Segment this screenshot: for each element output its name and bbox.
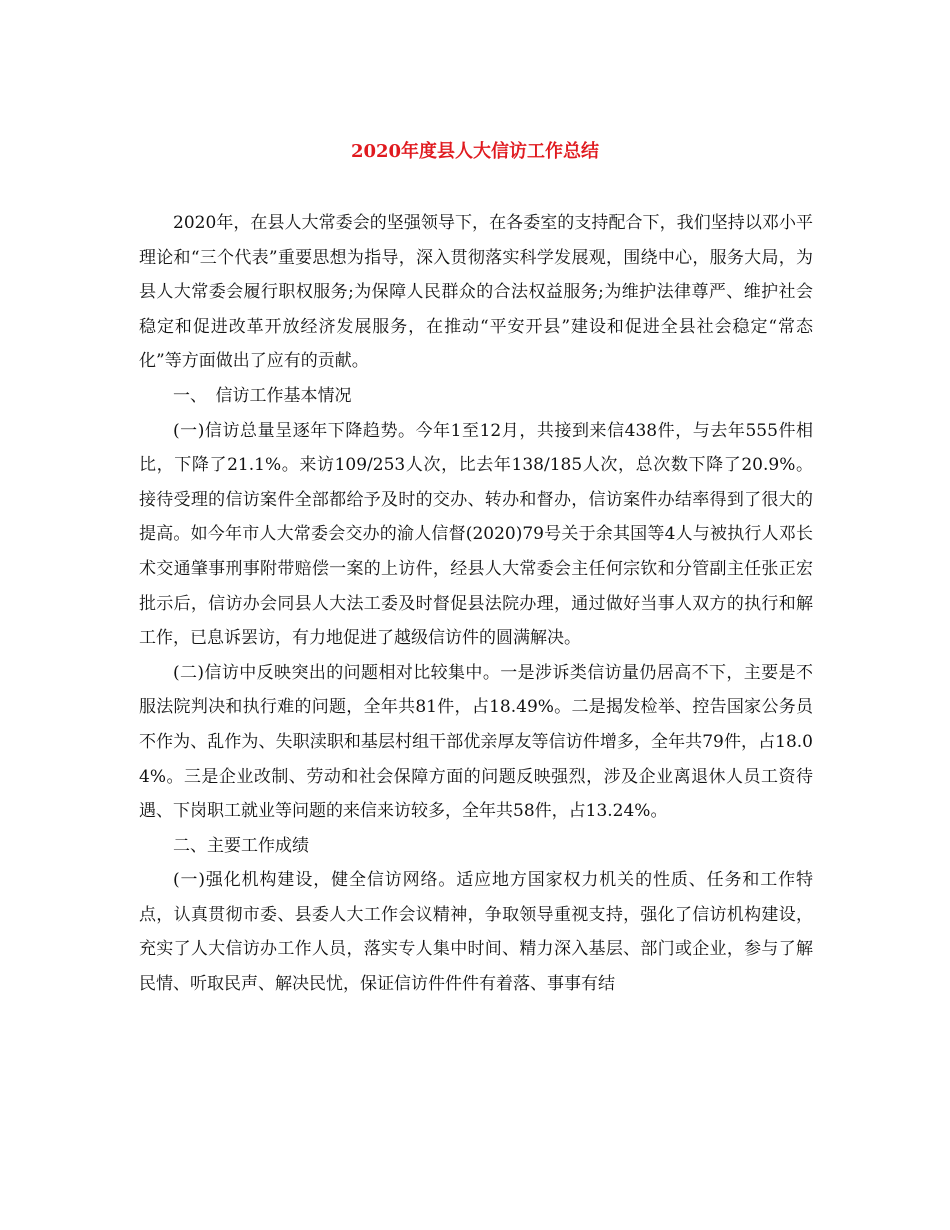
paragraph-1-1: (一)信访总量呈逐年下降趋势。今年1至12月，共接到来信438件，与去年555件相比，下降了21.1%。来访109/253人次，比去年138/185人次，总次数下降了20.9%。接待受理的信访案件全部都给予及时的交办、转办和督办，信访案件办结率得到了很大的提高。如今年市人大常委会交办的渝人信督(2020)79号关于余其国等4人与被执行人邓长术交通肇事刑事附带赔偿一案的上访件，经县人大常委会主任何宗钦和分管副主任张正宏批示后，信访办会同县人大法工委及时督促县法院办理，通过做好当事人双方的执行和解工作，已息诉罢访，有力地促进了越级信访件的圆满解决。 <box>139 420 813 649</box>
paragraph-2-1: (一)强化机构建设，健全信访网络。适应地方国家权力机关的性质、任务和工作特点，认真贯彻市委、县委人大工作会议精神，争取领导重视支持，强化了信访机构建设，充实了人大信访办工作人员，落实专人集中时间、精力深入基层、部门或企业，参与了解民情、听取民声、解决民忧，保证信访件件件有着落、事事有结 <box>139 870 813 995</box>
document-title: 2020年度县人大信访工作总结 <box>350 141 600 162</box>
section-heading-2: 二、主要工作成绩 <box>173 835 309 856</box>
paragraph-1-2: (二)信访中反映突出的问题相对比较集中。一是涉诉类信访量仍居高不下，主要是不服法院判决和执行难的问题，全年共81件，占18.49%。二是揭发检举、控告国家公务员不作为、乱作为、失职渎职和基层村组干部优亲厚友等信访件增多，全年共79件，占18.04%。三是企业改制、劳动和社会保障方面的问题反映强烈，涉及企业离退休人员工资待遇、下岗职工就业等问题的来信来访较多，全年共58件，占13.24%。 <box>139 662 813 822</box>
document-body <box>139 206 813 1002</box>
paragraph-intro: 2020年，在县人大常委会的坚强领导下，在各委室的支持配合下，我们坚持以邓小平理论和“三个代表”重要思想为指导，深入贯彻落实科学发展观，围绕中心，服务大局，为县人大常委会履行职权服务;为保障人民群众的合法权益服务;为维护法律尊严、维护社会稳定和促进改革开放经济发展服务，在推动“平安开县”建设和促进全县社会稳定“常态化”等方面做出了应有的贡献。 <box>139 213 813 372</box>
section-heading-1: 一、 信访工作基本情况 <box>173 385 352 406</box>
